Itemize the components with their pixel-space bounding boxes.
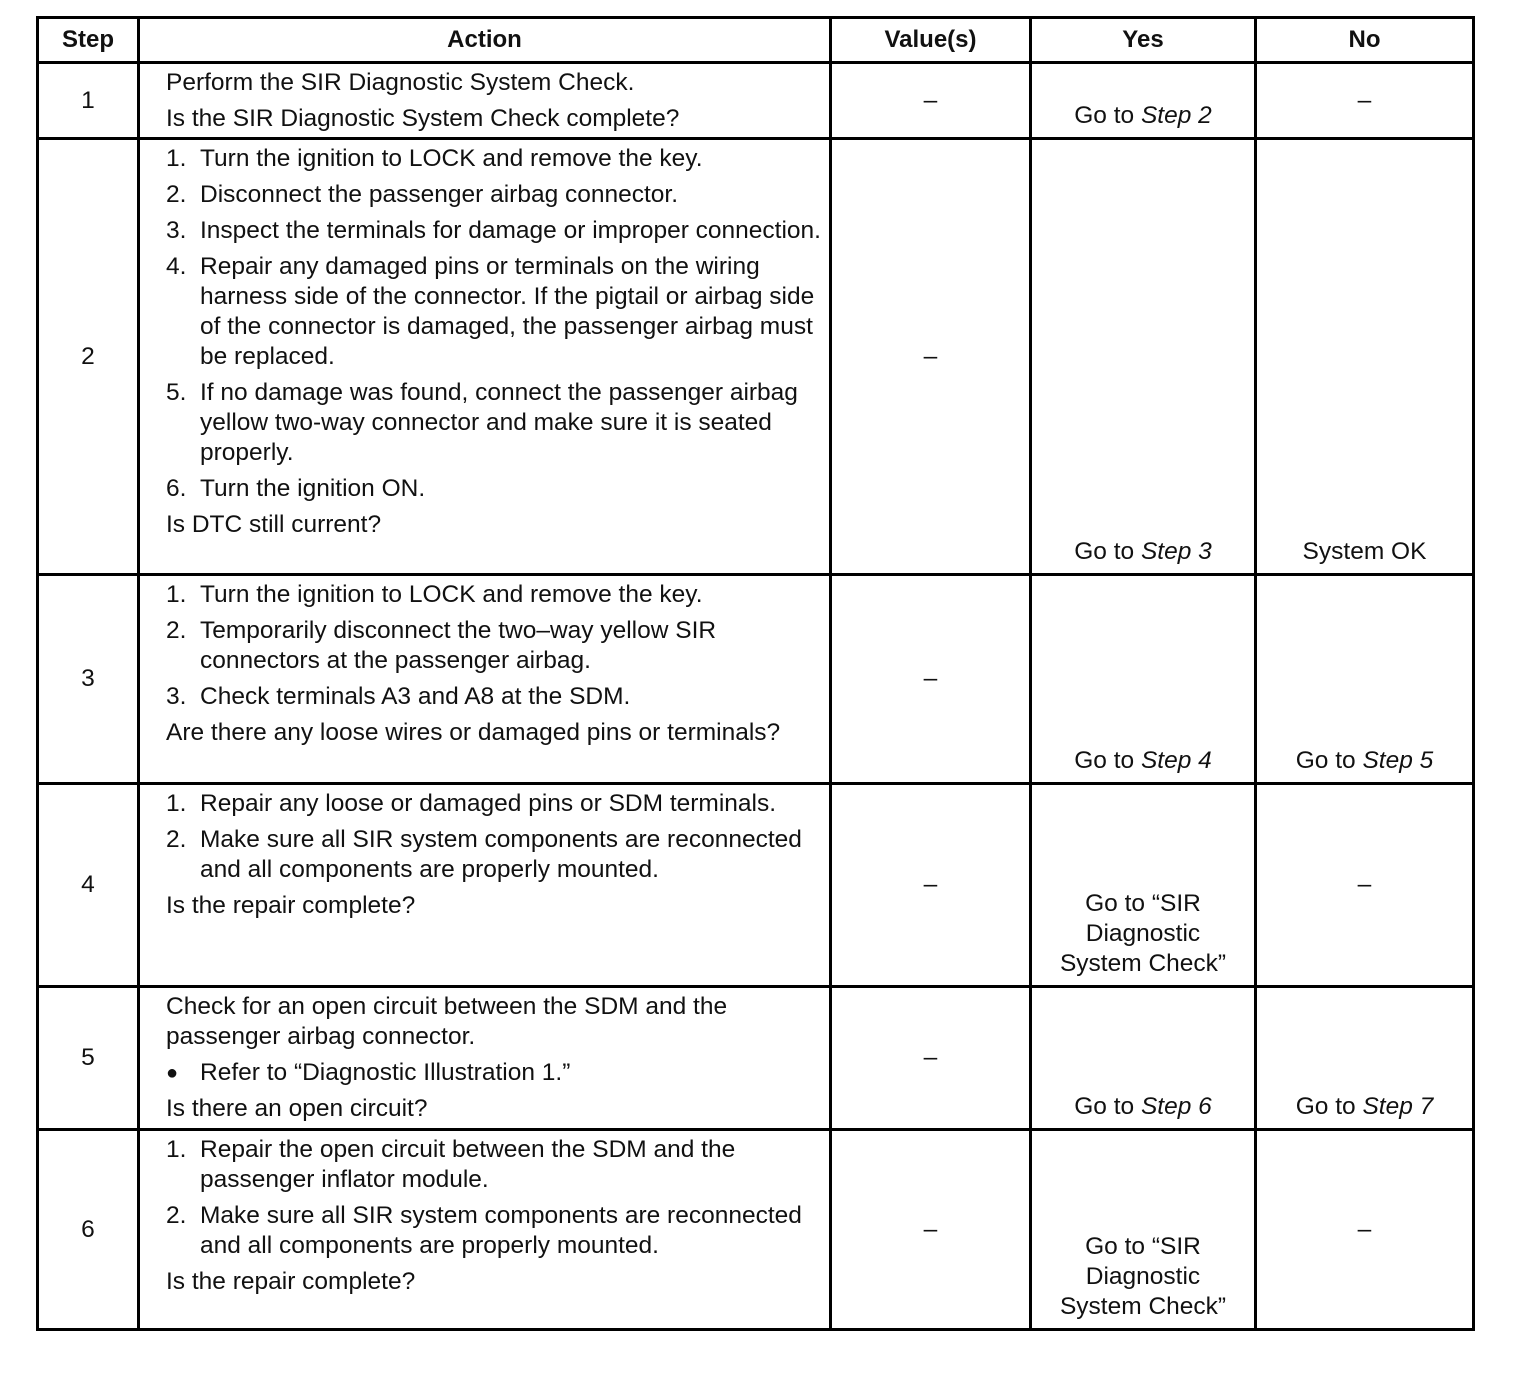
yes-cell bbox=[1031, 784, 1256, 987]
step-number: 3 bbox=[38, 575, 139, 784]
action-step-item bbox=[166, 474, 821, 504]
action-step-item bbox=[166, 144, 821, 174]
yes-cell bbox=[1031, 575, 1256, 784]
action-step-item bbox=[166, 216, 821, 246]
header-step: Step bbox=[38, 18, 139, 63]
yes-step-link: Step 2 bbox=[1140, 102, 1212, 129]
action-text: Perform the SIR Diagnostic System Check. bbox=[166, 69, 635, 96]
item-number: 1. bbox=[166, 145, 187, 172]
no-text: System OK bbox=[1302, 538, 1427, 565]
no-cell bbox=[1256, 139, 1474, 575]
yes-step-link: Step 6 bbox=[1140, 1093, 1212, 1120]
header-yes: Yes bbox=[1031, 18, 1256, 63]
value-cell: – bbox=[831, 784, 1031, 987]
action-step-item bbox=[166, 825, 821, 885]
action-question: Are there any loose wires or damaged pins or terminals? bbox=[166, 719, 781, 746]
yes-step-link: Step 4 bbox=[1140, 747, 1212, 774]
yes-prefix: Go to bbox=[1074, 747, 1141, 774]
yes-cell bbox=[1031, 1130, 1256, 1330]
action-content bbox=[166, 68, 821, 134]
action-step-item bbox=[166, 682, 821, 712]
header-row bbox=[38, 18, 1474, 63]
action-question: Is there an open circuit? bbox=[166, 1095, 428, 1122]
header-no: No bbox=[1256, 18, 1474, 63]
bullet-text: Refer to “Diagnostic Illustration 1.” bbox=[200, 1059, 571, 1086]
step-number: 5 bbox=[38, 987, 139, 1130]
item-text: Make sure all SIR system components are reconnected and all components are properly mounted. bbox=[200, 1202, 802, 1259]
step-number: 2 bbox=[38, 139, 139, 575]
yes-prefix: Go to bbox=[1074, 102, 1141, 129]
yes-cell bbox=[1031, 139, 1256, 575]
item-number: 6. bbox=[166, 475, 187, 502]
value-cell: – bbox=[831, 987, 1031, 1130]
item-text: Turn the ignition to LOCK and remove the key. bbox=[200, 581, 703, 608]
table-row bbox=[38, 987, 1474, 1130]
item-number: 4. bbox=[166, 253, 187, 280]
no-step-link: Step 5 bbox=[1362, 747, 1434, 774]
table-row bbox=[38, 784, 1474, 987]
item-text: Temporarily disconnect the two–way yellow SIR connectors at the passenger airbag. bbox=[200, 617, 717, 674]
yes-cell bbox=[1031, 63, 1256, 139]
action-cell bbox=[139, 575, 831, 784]
no-prefix: Go to bbox=[1295, 747, 1363, 774]
yes-step-link: Step 3 bbox=[1140, 538, 1212, 565]
item-number: 3. bbox=[166, 217, 187, 244]
action-cell bbox=[139, 63, 831, 139]
action-content bbox=[166, 144, 821, 540]
item-text: Check terminals A3 and A8 at the SDM. bbox=[200, 683, 631, 710]
action-step-item bbox=[166, 180, 821, 210]
item-number: 2. bbox=[166, 826, 187, 853]
action-step-item bbox=[166, 378, 821, 468]
action-cell bbox=[139, 987, 831, 1130]
table-row bbox=[38, 1130, 1474, 1330]
value-cell: – bbox=[831, 63, 1031, 139]
table-row bbox=[38, 139, 1474, 575]
step-number: 6 bbox=[38, 1130, 139, 1330]
item-text: Disconnect the passenger airbag connector. bbox=[200, 181, 679, 208]
bullet-icon: ● bbox=[166, 1062, 179, 1084]
action-cell bbox=[139, 1130, 831, 1330]
no-cell bbox=[1256, 784, 1474, 987]
value-cell: – bbox=[831, 575, 1031, 784]
action-question: Is DTC still current? bbox=[166, 511, 382, 538]
diagnostic-table bbox=[36, 16, 1475, 1331]
action-content bbox=[166, 580, 821, 748]
no-cell bbox=[1256, 63, 1474, 139]
yes-text: Go to “SIR Diagnostic System Check” bbox=[1059, 1233, 1227, 1320]
action-bullet bbox=[166, 1058, 821, 1088]
item-number: 2. bbox=[166, 181, 187, 208]
no-cell bbox=[1256, 575, 1474, 784]
no-cell bbox=[1256, 987, 1474, 1130]
step-number: 1 bbox=[38, 63, 139, 139]
item-text: Repair any loose or damaged pins or SDM terminals. bbox=[200, 790, 777, 817]
no-text: – bbox=[1357, 1215, 1372, 1243]
item-text: Turn the ignition to LOCK and remove the key. bbox=[200, 145, 703, 172]
item-number: 3. bbox=[166, 683, 187, 710]
action-content bbox=[166, 992, 821, 1124]
yes-text: Go to “SIR Diagnostic System Check” bbox=[1059, 890, 1227, 977]
item-text: Repair any damaged pins or terminals on the wiring harness side of the connector. If the pigtail or airbag side of the connector is damaged, the passenger airbag must be replaced. bbox=[200, 253, 815, 370]
item-number: 1. bbox=[166, 790, 187, 817]
no-step-link: Step 7 bbox=[1362, 1093, 1434, 1120]
no-prefix: Go to bbox=[1295, 1093, 1363, 1120]
item-text: Turn the ignition ON. bbox=[200, 475, 426, 502]
action-content bbox=[166, 1135, 821, 1297]
header-values: Value(s) bbox=[831, 18, 1031, 63]
item-number: 1. bbox=[166, 1136, 187, 1163]
step-number: 4 bbox=[38, 784, 139, 987]
no-text: – bbox=[1357, 871, 1372, 898]
yes-prefix: Go to bbox=[1074, 1093, 1141, 1120]
action-step-item bbox=[166, 252, 821, 372]
item-number: 2. bbox=[166, 1202, 187, 1229]
yes-cell bbox=[1031, 987, 1256, 1130]
action-step-item bbox=[166, 1135, 821, 1195]
item-text: Repair the open circuit between the SDM and the passenger inflator module. bbox=[200, 1136, 736, 1193]
action-step-item bbox=[166, 616, 821, 676]
action-step-item bbox=[166, 789, 821, 819]
value-cell: – bbox=[831, 139, 1031, 575]
action-question: Is the repair complete? bbox=[166, 892, 416, 919]
table-body bbox=[38, 63, 1474, 1330]
item-text: If no damage was found, connect the passenger airbag yellow two-way connector and make sure it is seated properly. bbox=[200, 379, 798, 466]
table-row bbox=[38, 575, 1474, 784]
action-step-item bbox=[166, 580, 821, 610]
action-step-item bbox=[166, 1201, 821, 1261]
value-cell: – bbox=[831, 1130, 1031, 1330]
action-text: Check for an open circuit between the SDM and the passenger airbag connector. bbox=[166, 993, 728, 1050]
no-cell bbox=[1256, 1130, 1474, 1330]
no-text: – bbox=[1357, 86, 1372, 114]
action-cell bbox=[139, 784, 831, 987]
table-row bbox=[38, 63, 1474, 139]
action-cell bbox=[139, 139, 831, 575]
action-content bbox=[166, 789, 821, 921]
action-question: Is the SIR Diagnostic System Check complete? bbox=[166, 105, 680, 132]
item-number: 2. bbox=[166, 617, 187, 644]
item-number: 5. bbox=[166, 379, 187, 406]
item-number: 1. bbox=[166, 581, 187, 608]
header-action: Action bbox=[139, 18, 831, 63]
action-question: Is the repair complete? bbox=[166, 1268, 416, 1295]
yes-prefix: Go to bbox=[1074, 538, 1141, 565]
item-text: Inspect the terminals for damage or improper connection. bbox=[200, 217, 821, 244]
item-text: Make sure all SIR system components are reconnected and all components are properly mounted. bbox=[200, 826, 802, 883]
